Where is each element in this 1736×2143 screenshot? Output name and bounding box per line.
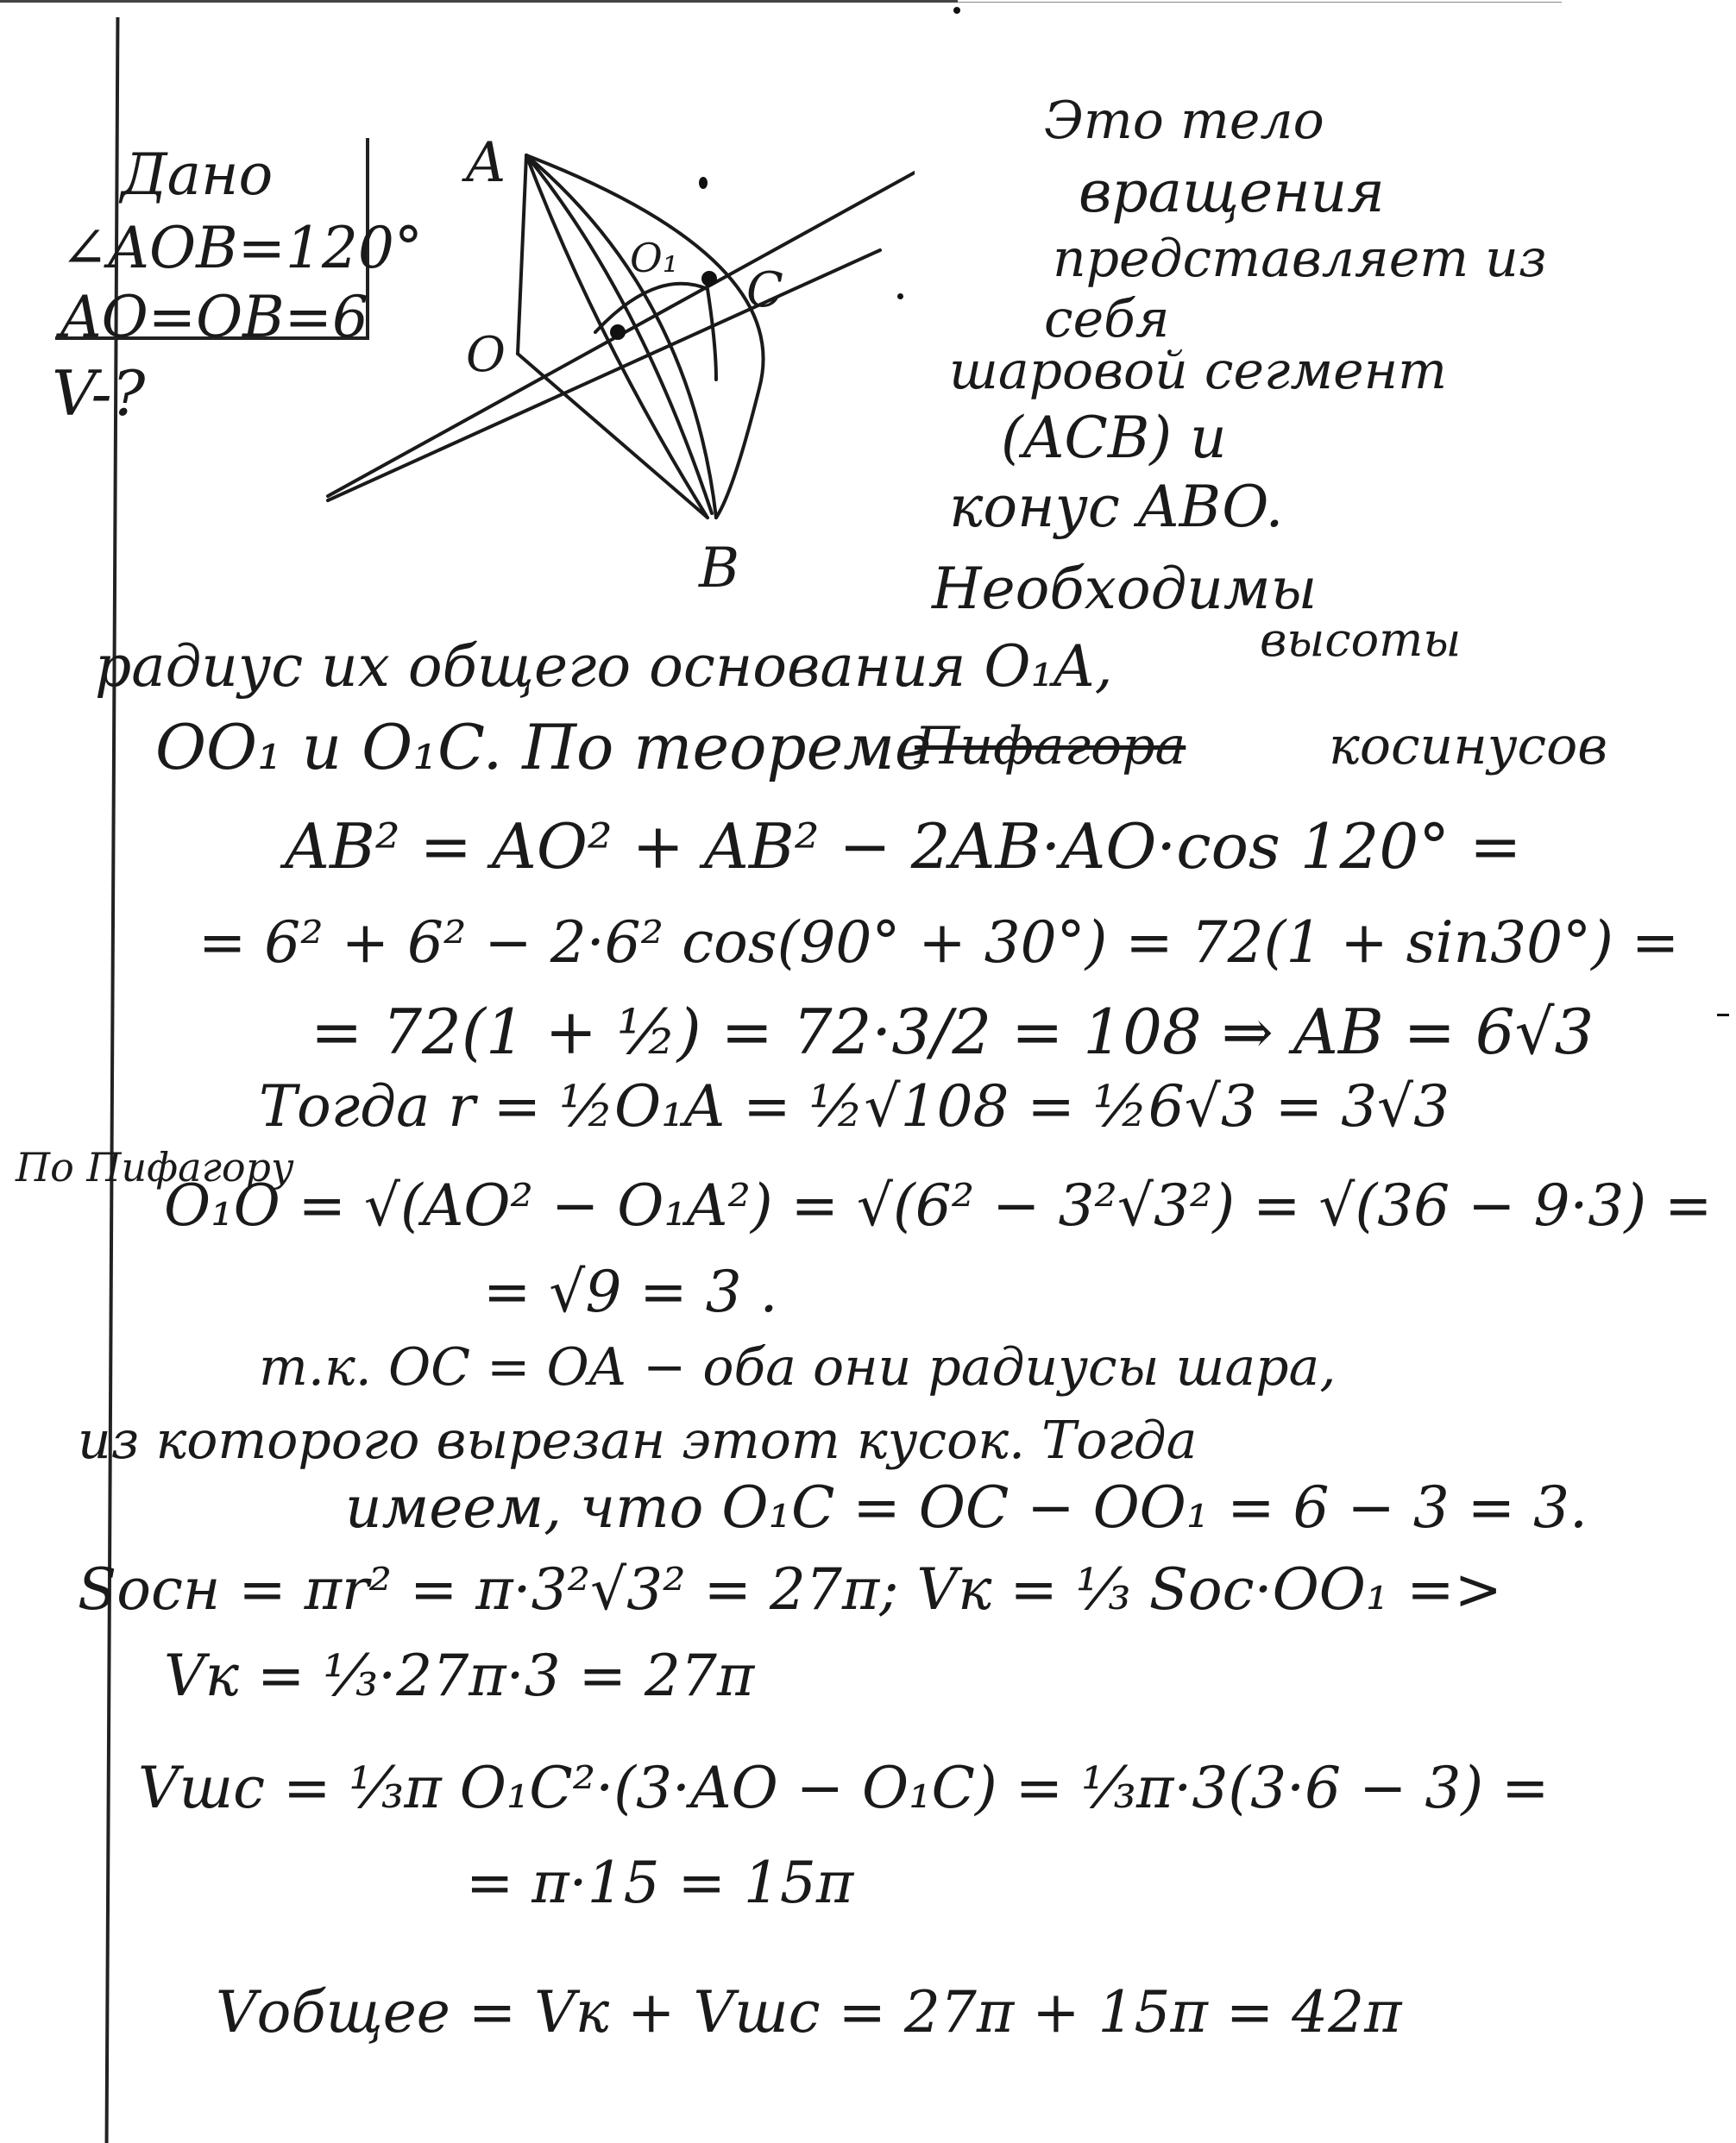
rotation-body-diagram: [311, 121, 915, 604]
solution-line-1b: высоты: [1260, 613, 1462, 667]
solution-line-7b: O₁O = √(AO² − O₁A²) = √(6² − 3²√3²) = √(36 − 9·3) =: [164, 1172, 1713, 1239]
desc-line-1: Это тело: [1044, 91, 1324, 151]
label-A: A: [466, 131, 506, 195]
desc-line-8: Необходимы: [932, 556, 1318, 622]
solution-line-8: = √9 = 3 .: [483, 1259, 778, 1325]
solution-line-16: Vобщее = Vк + Vшс = 27π + 15π = 42π: [216, 1979, 1402, 2046]
segment-AO: [518, 155, 526, 354]
top-rule-faint: [958, 2, 1562, 3]
solution-line-4: = 6² + 6² − 2·6² cos(90° + 30°) = 72(1 + sin30°) =: [198, 909, 1680, 976]
desc-line-5: шаровой сегмент: [949, 341, 1448, 401]
label-C: C: [746, 262, 783, 318]
label-O: O: [466, 327, 506, 383]
given-angle: ∠AOB=120°: [60, 215, 423, 281]
solution-line-12: Sосн = πr² = π·3²√3² = 27π; Vк = ⅓ Sос·OO₁ =>: [78, 1556, 1502, 1623]
ink-speck: [699, 177, 708, 189]
solution-line-5: = 72(1 + ½) = 72·3/2 = 108 ⇒ AB = 6√3: [311, 996, 1594, 1068]
solution-line-1a: радиус их общего основания O₁A,: [95, 633, 1113, 700]
desc-line-6: (ACB) и: [1001, 405, 1227, 471]
given-title: Дано: [121, 141, 274, 208]
segment-OB: [518, 354, 708, 518]
point-C: [701, 271, 717, 286]
label-B: B: [699, 537, 740, 600]
solution-line-9: т.к. OC = OA − оба они радиусы шара,: [259, 1337, 1337, 1398]
solution-line-7a: По Пифагору: [16, 1144, 294, 1191]
point-O1: [610, 324, 626, 340]
solution-line-2c: косинусов: [1329, 716, 1608, 776]
solution-line-11: имеем, что O₁C = OC − OO₁ = 6 − 3 = 3.: [345, 1474, 1588, 1541]
desc-line-7: конус ABO.: [949, 474, 1284, 540]
ink-speck: [953, 7, 960, 14]
solution-line-13: Vк = ⅓·27π·3 = 27π: [164, 1643, 755, 1709]
ink-speck: [897, 293, 903, 299]
desc-line-4: себя: [1044, 289, 1170, 349]
top-rule: [0, 0, 958, 3]
solution-line-14: Vшс = ⅓π O₁C²·(3·AO − O₁C) = ⅓π·3(3·6 − 3) =: [138, 1755, 1550, 1821]
solution-line-6: Тогда r = ½O₁A = ½√108 = ½6√3 = 3√3: [259, 1073, 1450, 1140]
solution-line-10: из которого вырезан этот кусок. Тогда: [78, 1411, 1198, 1471]
axis-line-2: [328, 250, 880, 500]
solution-line-2a: OO₁ и O₁C. По теореме: [155, 711, 932, 783]
label-O1: O₁: [630, 235, 679, 281]
given-sides: AO=OB=6: [60, 284, 368, 350]
solution-line-3: AB² = AO² + AB² − 2AB·AO·cos 120° =: [285, 810, 1522, 883]
solution-line-15: = π·15 = 15π: [466, 1850, 854, 1916]
given-find: V-?: [52, 357, 146, 430]
desc-line-2: вращения: [1079, 159, 1385, 225]
ink-speck: [1717, 1014, 1729, 1016]
solution-line-2b-struck: Пифагора: [915, 716, 1186, 776]
desc-line-3: представляет из: [1053, 229, 1547, 289]
